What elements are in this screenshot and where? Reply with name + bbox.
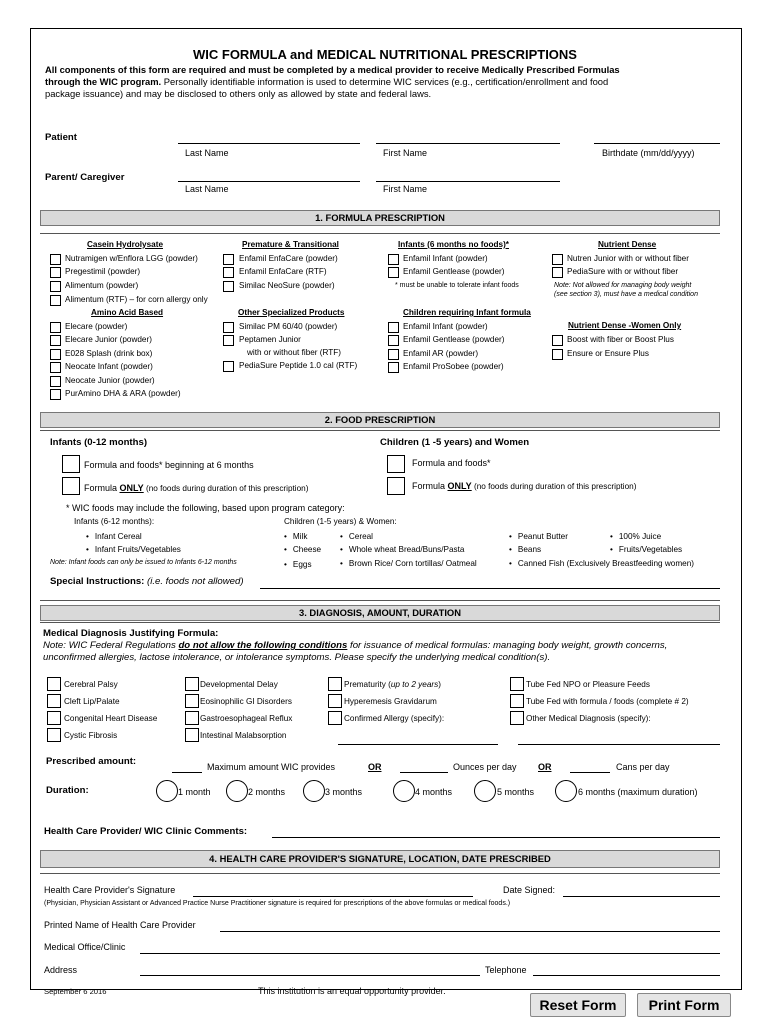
label-enfamil-infant: Enfamil Infant (powder): [403, 254, 488, 263]
label-confirmed-allergy: Confirmed Allergy (specify):: [344, 714, 445, 723]
premature-heading: Premature & Transitional: [242, 240, 339, 249]
checkbox-enfamil-ar[interactable]: [388, 349, 399, 360]
other-diagnosis-field[interactable]: [518, 744, 720, 745]
parent-last-name-field[interactable]: [178, 181, 360, 182]
patient-birthdate-label: Birthdate (mm/dd/yyyy): [602, 148, 695, 158]
or-label-2: OR: [538, 762, 552, 772]
reset-form-button[interactable]: Reset Form: [530, 993, 626, 1017]
checkbox-alimentum-rtf[interactable]: [50, 295, 61, 306]
checkbox-pediasure[interactable]: [552, 267, 563, 278]
comments-field[interactable]: [272, 837, 720, 838]
checkbox-alimentum-powder[interactable]: [50, 281, 61, 292]
printed-name-label: Printed Name of Health Care Provider: [44, 920, 196, 930]
checkbox-enfacare-rtf[interactable]: [223, 267, 234, 278]
label-enfamil-ar: Enfamil AR (powder): [403, 349, 479, 358]
radio-6-months[interactable]: [555, 780, 577, 802]
food-milk: • Milk: [284, 532, 307, 541]
section-2-header: 2. FOOD PRESCRIPTION: [40, 412, 720, 428]
checkbox-prematurity[interactable]: [328, 677, 342, 691]
form-title: WIC FORMULA and MEDICAL NUTRITIONAL PRESCRIPTIONS: [193, 47, 577, 62]
checkbox-tube-fed-npo[interactable]: [510, 677, 524, 691]
label-2-months: 2 months: [248, 787, 286, 797]
checkbox-ensure[interactable]: [552, 349, 563, 360]
label-child-enfamil-gentlease: Enfamil Gentlease (powder): [403, 335, 505, 344]
radio-2-months[interactable]: [226, 780, 248, 802]
section-2-divider: [40, 430, 720, 431]
label-peptamen-junior: Peptamen Junior: [239, 335, 301, 344]
nutrient-note-1: Note: Not allowed for managing body weight: [554, 282, 692, 289]
telephone-label: Telephone: [485, 965, 527, 975]
checkbox-pediasure-peptide[interactable]: [223, 361, 234, 372]
print-form-button[interactable]: Print Form: [637, 993, 731, 1017]
food-canned-fish: • Canned Fish (Exclusively Breastfeeding women): [509, 559, 694, 568]
parent-first-name-label: First Name: [383, 184, 428, 194]
casein-heading: Casein Hydrolysate: [87, 240, 163, 249]
checkbox-puramino[interactable]: [50, 389, 61, 400]
form-date: September 6 2016: [44, 987, 107, 996]
section-3-top-line: [40, 600, 720, 601]
label-child-formula-foods: Formula and foods*: [412, 458, 491, 468]
signature-field[interactable]: [193, 896, 473, 897]
signature-note: (Physician, Physician Assistant or Advanced Practice Nurse Practitioner signature is required for prescriptions of the above formulas or medical foods.): [44, 900, 511, 907]
checkbox-cystic-fibrosis[interactable]: [47, 728, 61, 742]
checkbox-elecare-junior[interactable]: [50, 335, 61, 346]
checkbox-neosure[interactable]: [223, 281, 234, 292]
food-eggs: • Eggs: [284, 560, 312, 569]
comments-label: Health Care Provider/ WIC Clinic Comments:: [44, 826, 248, 837]
label-1-month: 1 month: [178, 787, 211, 797]
label-congenital-heart: Congenital Heart Disease: [64, 714, 158, 723]
label-neocate-junior: Neocate Junior (powder): [65, 376, 155, 385]
checkbox-peptamen-junior[interactable]: [223, 335, 234, 346]
checkbox-infant-formula-only[interactable]: [62, 477, 80, 495]
label-peptamen-fiber: with or without fiber (RTF): [247, 348, 342, 357]
label-ensure: Ensure or Ensure Plus: [567, 349, 649, 358]
section-3-divider: [40, 622, 720, 623]
wic-foods-note: * WIC foods may include the following, based upon program category:: [66, 503, 345, 513]
checkbox-child-formula-only[interactable]: [387, 477, 405, 495]
label-neosure: Similac NeoSure (powder): [239, 281, 335, 290]
checkbox-prosobee[interactable]: [388, 362, 399, 373]
office-label: Medical Office/Clinic: [44, 942, 126, 952]
label-6-months: 6 months (maximum duration): [578, 787, 698, 797]
checkbox-tube-fed-formula[interactable]: [510, 694, 524, 708]
label-nutramigen: Nutramigen w/Enflora LGG (powder): [65, 254, 198, 263]
nutrient-dense-heading: Nutrient Dense: [598, 240, 657, 249]
patient-first-name-label: First Name: [383, 148, 428, 158]
label-infant-formula-only: Formula ONLY (no foods during duration of this prescription): [84, 483, 309, 493]
radio-4-months[interactable]: [393, 780, 415, 802]
food-cereal: • Cereal: [340, 532, 373, 541]
infants-note: * must be unable to tolerate infant foods: [395, 282, 519, 289]
signature-label: Health Care Provider's Signature: [44, 885, 176, 895]
women-only-heading: Nutrient Dense -Women Only: [568, 321, 682, 330]
cans-field[interactable]: [570, 772, 610, 773]
label-child-enfamil-infant: Enfamil Infant (powder): [403, 322, 488, 331]
label-pregestimil: Pregestimil (powder): [65, 267, 141, 276]
patient-last-name-field[interactable]: [178, 143, 360, 144]
other-specialized-heading: Other Specialized Products: [238, 308, 345, 317]
label-3-months: 3 months: [325, 787, 363, 797]
label-enfacare-rtf: Enfamil EnfaCare (RTF): [239, 267, 327, 276]
intro-line-3: package issuance) and may be disclosed to others only as allowed by state and federal laws.: [45, 88, 432, 99]
special-instructions-label: Special Instructions: (i.e. foods not allowed): [50, 576, 244, 587]
checkbox-neocate-junior[interactable]: [50, 376, 61, 387]
ounces-field[interactable]: [400, 772, 448, 773]
infants-6-12-subheading: Infants (6-12 months):: [74, 517, 155, 526]
food-infant-fruits: • Infant Fruits/Vegetables: [86, 545, 181, 554]
label-alimentum-rtf: Alimentum (RTF) – for corn allergy only: [65, 295, 208, 304]
infants-0-12-heading: Infants (0-12 months): [50, 437, 148, 448]
or-label-1: OR: [368, 762, 382, 772]
label-hyperemesis: Hyperemesis Gravidarum: [344, 697, 437, 706]
food-bread: • Whole wheat Bread/Buns/Pasta: [340, 545, 464, 554]
address-field[interactable]: [140, 975, 480, 976]
children-women-heading: Children (1 -5 years) and Women: [380, 437, 530, 448]
patient-label: Patient: [45, 132, 77, 143]
label-enfamil-gentlease: Enfamil Gentlease (powder): [403, 267, 505, 276]
cans-label: Cans per day: [616, 762, 670, 772]
nutrient-note-2: (see section 3), must have a medical condition: [554, 291, 698, 298]
food-cheese: • Cheese: [284, 545, 321, 554]
food-fruits-vegetables: • Fruits/Vegetables: [610, 545, 682, 554]
infant-foods-note: Note: Infant foods can only be issued to Infants 6-12 months: [50, 559, 237, 566]
food-infant-cereal: • Infant Cereal: [86, 532, 142, 541]
label-cystic-fibrosis: Cystic Fibrosis: [64, 731, 118, 740]
checkbox-pregestimil[interactable]: [50, 267, 61, 278]
address-label: Address: [44, 965, 78, 975]
patient-last-name-label: Last Name: [185, 148, 229, 158]
max-amount-field[interactable]: [172, 772, 202, 773]
label-nutren-junior: Nutren Junior with or without fiber: [567, 254, 689, 263]
label-similac-pm: Similac PM 60/40 (powder): [239, 322, 338, 331]
label-boost: Boost with fiber or Boost Plus: [567, 335, 674, 344]
checkbox-other-diagnosis[interactable]: [510, 711, 524, 725]
food-rice: • Brown Rice/ Corn tortillas/ Oatmeal: [340, 559, 477, 568]
date-signed-field[interactable]: [563, 896, 720, 897]
checkbox-cleft-lip[interactable]: [47, 694, 61, 708]
equal-opportunity-statement: This institution is an equal opportunity provider.: [258, 986, 446, 996]
food-juice: • 100% Juice: [610, 532, 661, 541]
checkbox-child-formula-foods[interactable]: [387, 455, 405, 473]
checkbox-developmental-delay[interactable]: [185, 677, 199, 691]
section-3-header: 3. DIAGNOSIS, AMOUNT, DURATION: [40, 605, 720, 621]
label-eosinophilic: Eosinophilic GI Disorders: [200, 697, 292, 706]
checkbox-enfamil-infant[interactable]: [388, 254, 399, 265]
ounces-label: Ounces per day: [453, 762, 517, 772]
infants-no-foods-heading: Infants (6 months no foods)*: [398, 240, 509, 249]
label-4-months: 4 months: [415, 787, 453, 797]
date-signed-label: Date Signed:: [503, 885, 556, 895]
label-tube-fed-formula: Tube Fed with formula / foods (complete # 2): [526, 697, 689, 706]
checkbox-enfamil-gentlease[interactable]: [388, 267, 399, 278]
label-malabsorption: Intestinal Malabsorption: [200, 731, 287, 740]
prescribed-amount-label: Prescribed amount:: [46, 756, 137, 767]
radio-3-months[interactable]: [303, 780, 325, 802]
checkbox-gerd[interactable]: [185, 711, 199, 725]
food-peanut-butter: • Peanut Butter: [509, 532, 568, 541]
diagnosis-note-2: unconfirmed allergies, lactose intolerance, or intolerance symptoms. Please specify the underlying medical condition(s).: [43, 652, 551, 663]
telephone-field[interactable]: [533, 975, 720, 976]
checkbox-child-enfamil-infant[interactable]: [388, 322, 399, 333]
label-tube-fed-npo: Tube Fed NPO or Pleasure Feeds: [526, 680, 650, 689]
allergy-specify-field[interactable]: [338, 744, 498, 745]
label-other-diagnosis: Other Medical Diagnosis (specify):: [526, 714, 651, 723]
patient-first-name-field[interactable]: [376, 143, 560, 144]
radio-5-months[interactable]: [474, 780, 496, 802]
max-amount-label: Maximum amount WIC provides: [207, 762, 336, 772]
duration-label: Duration:: [46, 785, 89, 796]
intro-line-1: All components of this form are required and must be completed by a medical provider to receive Medically Prescribed Formulas: [45, 64, 620, 75]
section-4-header: 4. HEALTH CARE PROVIDER'S SIGNATURE, LOCATION, DATE PRESCRIBED: [40, 850, 720, 868]
checkbox-boost[interactable]: [552, 335, 563, 346]
label-enfacare-powder: Enfamil EnfaCare (powder): [239, 254, 338, 263]
checkbox-nutramigen[interactable]: [50, 254, 61, 265]
patient-birthdate-field[interactable]: [594, 143, 720, 144]
special-instructions-field[interactable]: [260, 588, 720, 589]
label-prosobee: Enfamil ProSobee (powder): [403, 362, 504, 371]
label-developmental-delay: Developmental Delay: [200, 680, 278, 689]
section-4-divider: [40, 873, 720, 874]
label-child-formula-only: Formula ONLY (no foods during duration of this prescription): [412, 481, 637, 491]
label-prematurity: Prematurity (up to 2 years): [344, 680, 441, 689]
diagnosis-note-1: Note: WIC Federal Regulations do not allow the following conditions for issuance of medical formulas: managing body weight, growth concerns,: [43, 640, 668, 651]
label-pediasure: PediaSure with or without fiber: [567, 267, 679, 276]
label-gerd: Gastroesophageal Reflux: [200, 714, 293, 723]
label-5-months: 5 months: [497, 787, 535, 797]
amino-heading: Amino Acid Based: [91, 308, 164, 317]
checkbox-nutren-junior[interactable]: [552, 254, 563, 265]
intro-line-2: through the WIC program. Personally identifiable information is used to determine WIC services (e.g., certification/enrollment and food: [45, 76, 609, 87]
label-puramino: PurAmino DHA & ARA (powder): [65, 389, 181, 398]
printed-name-field[interactable]: [220, 931, 720, 932]
label-e028-splash: E028 Splash (drink box): [65, 349, 153, 358]
label-pediasure-peptide: PediaSure Peptide 1.0 cal (RTF): [239, 361, 358, 370]
label-elecare-junior: Elecare Junior (powder): [65, 335, 152, 344]
checkbox-eosinophilic[interactable]: [185, 694, 199, 708]
checkbox-congenital-heart[interactable]: [47, 711, 61, 725]
checkbox-enfacare-powder[interactable]: [223, 254, 234, 265]
label-cerebral-palsy: Cerebral Palsy: [64, 680, 118, 689]
section-1-header: 1. FORMULA PRESCRIPTION: [40, 210, 720, 226]
checkbox-e028-splash[interactable]: [50, 349, 61, 360]
section-1-divider: [40, 233, 720, 234]
checkbox-hyperemesis[interactable]: [328, 694, 342, 708]
checkbox-elecare[interactable]: [50, 322, 61, 333]
diagnosis-heading: Medical Diagnosis Justifying Formula:: [43, 628, 219, 639]
office-field[interactable]: [140, 953, 720, 954]
parent-first-name-field[interactable]: [376, 181, 560, 182]
checkbox-confirmed-allergy[interactable]: [328, 711, 342, 725]
checkbox-malabsorption[interactable]: [185, 728, 199, 742]
checkbox-infant-formula-foods[interactable]: [62, 455, 80, 473]
radio-1-month[interactable]: [156, 780, 178, 802]
label-elecare: Elecare (powder): [65, 322, 128, 331]
parent-caregiver-label: Parent/ Caregiver: [45, 172, 125, 183]
checkbox-similac-pm[interactable]: [223, 322, 234, 333]
label-alimentum-powder: Alimentum (powder): [65, 281, 139, 290]
label-cleft-lip: Cleft Lip/Palate: [64, 697, 120, 706]
children-infant-formula-heading: Children requiring Infant formula: [403, 308, 531, 317]
children-women-subheading: Children (1-5 years) & Women:: [284, 517, 397, 526]
checkbox-cerebral-palsy[interactable]: [47, 677, 61, 691]
label-neocate-infant: Neocate Infant (powder): [65, 362, 153, 371]
parent-last-name-label: Last Name: [185, 184, 229, 194]
checkbox-child-enfamil-gentlease[interactable]: [388, 335, 399, 346]
food-beans: • Beans: [509, 545, 541, 554]
label-infant-formula-foods: Formula and foods* beginning at 6 months: [84, 460, 254, 470]
checkbox-neocate-infant[interactable]: [50, 362, 61, 373]
